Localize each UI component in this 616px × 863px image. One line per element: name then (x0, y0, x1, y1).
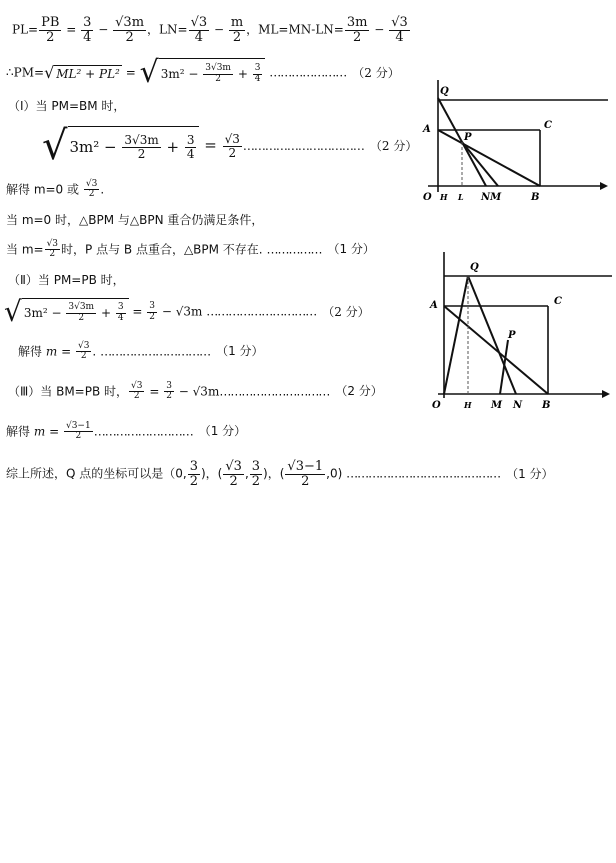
m-sqrt3-note: 当 m= $\frac{√3}{2}$ 时，P 点与 B 点重合，△BPM 不存在. …………… （1 分） (6, 239, 375, 260)
solution-case3: 解得 m = $\frac{√3-1}{2}$ ……………………… （1 分） (6, 421, 247, 442)
label-c: C (554, 296, 562, 307)
fraction: $\frac{3√3m}{2}$ (205, 63, 231, 84)
fraction: $\frac{√3m}{2}$ (115, 15, 145, 45)
case-2-heading: （Ⅱ）当 PM=PB 时， (8, 273, 125, 287)
conclusion: 综上所述，Q 点的坐标可以是（0, $\frac{3}{2}$ )，( $\frac{√3}{2}$ , $\frac{3}{2}$ )，( $\frac{√3-1}{2}$ ,0) …………………………………… （1 分） (6, 459, 554, 489)
fraction: $\frac{3}{2}$ (251, 459, 261, 489)
fraction: $\frac{3}{4}$ (254, 63, 261, 84)
label-c: C (544, 120, 552, 131)
sqrt: √ ML² + PL² (44, 63, 120, 82)
label-o: O (432, 400, 441, 411)
case-3-equation: （Ⅲ）当 BM=PB 时， $\frac{√3}{2}$ = $\frac{3}{2}$ − √3m………………………… （2 分） (8, 381, 383, 402)
fraction: $\frac{√3}{2}$ (224, 131, 240, 160)
label-p: P (464, 132, 472, 143)
fraction: $\frac{PB}{2}$ (41, 15, 60, 45)
label-h: H (440, 192, 448, 202)
fraction: $\frac{3m}{2}$ (346, 15, 368, 45)
label-a: A (430, 300, 438, 311)
label-a: A (423, 124, 431, 135)
sqrt: √ 3m² − $\frac{3√3m}{2}$ + $\frac{3}{4}$ (4, 298, 129, 326)
fraction: $\frac{3}{4}$ (186, 132, 195, 161)
fraction: $\frac{3√3m}{2}$ (124, 132, 159, 161)
solution-case2: 解得 m = $\frac{√3}{2}$ . ………………………… （1 分） (18, 341, 264, 362)
fraction: $\frac{3}{2}$ (189, 459, 198, 489)
fraction: $\frac{√3}{4}$ (190, 15, 208, 45)
fraction: $\frac{3}{2}$ (149, 301, 156, 322)
label-l: L (458, 192, 464, 202)
label-p: P (508, 330, 516, 341)
fraction: $\frac{√3-1}{2}$ (287, 459, 324, 489)
fraction: $\frac{√3}{2}$ (225, 459, 242, 489)
label-n: N (513, 400, 523, 411)
geometry-figure-1 (418, 76, 612, 208)
m-0-note: 当 m=0 时，△BPM 与△BPN 重合仍满足条件， (6, 213, 264, 227)
fraction: $\frac{√3}{2}$ (131, 381, 143, 402)
line-pm-formula: ∴PM= √ ML² + PL² = √ 3m² − $\frac{3√3m}{2}$ + $\frac{3}{4}$ ………………… （2 分） (6, 55, 400, 90)
geometry-figure-2 (428, 248, 614, 414)
line-case1-equation: √ 3m² − $\frac{3√3m}{2}$ + $\frac{3}{4}$ = $\frac{√3}{2}$ …………………………… （2 分） (42, 123, 418, 169)
fraction: $\frac{3√3m}{2}$ (68, 302, 95, 323)
label-h: H (464, 400, 472, 410)
fraction: $\frac{√3}{4}$ (391, 15, 408, 45)
label-nm: NM (481, 192, 502, 203)
label-q: Q (470, 262, 479, 273)
fraction: $\frac{3}{2}$ (166, 381, 172, 402)
label-m: M (491, 400, 503, 411)
solution-m-0: 解得 m=0 或 $\frac{√3}{2}$ . (6, 179, 105, 200)
label-o: O (423, 192, 432, 203)
fraction: $\frac{3}{4}$ (117, 302, 124, 323)
fraction: $\frac{3}{4}$ (83, 15, 92, 45)
fraction: $\frac{√3}{2}$ (46, 239, 59, 260)
fraction: $\frac{√3-1}{2}$ (65, 421, 91, 442)
line-pl-ln-ml: PL= $\frac{PB}{2}$ = $\frac{3}{4}$ − $\frac{√3m}{2}$ ，LN= $\frac{√3}{4}$ − $\frac{m}{2}$ ，ML=MN-LN= $\frac{3m}{2}$ − $\frac{√3}{4}$ (12, 15, 408, 45)
line-case2-equation: √ 3m² − $\frac{3√3m}{2}$ + $\frac{3}{4}$ = $\frac{3}{2}$ − √3m ………………………… （2 分） (4, 295, 370, 328)
sqrt: √ 3m² − $\frac{3√3m}{2}$ + $\frac{3}{4}$ (42, 126, 199, 166)
fraction: $\frac{m}{2}$ (230, 15, 244, 45)
sqrt: √ 3m² − $\frac{3√3m}{2}$ + $\frac{3}{4}$ (140, 58, 266, 88)
pl-label: PL= (12, 22, 39, 37)
fraction: $\frac{√3}{2}$ (85, 179, 98, 200)
label-q: Q (440, 86, 449, 97)
label-b: B (542, 400, 551, 411)
fraction: $\frac{√3}{2}$ (77, 341, 90, 362)
case-1-heading: （Ⅰ）当 PM=BM 时， (8, 99, 126, 113)
label-b: B (531, 192, 540, 203)
